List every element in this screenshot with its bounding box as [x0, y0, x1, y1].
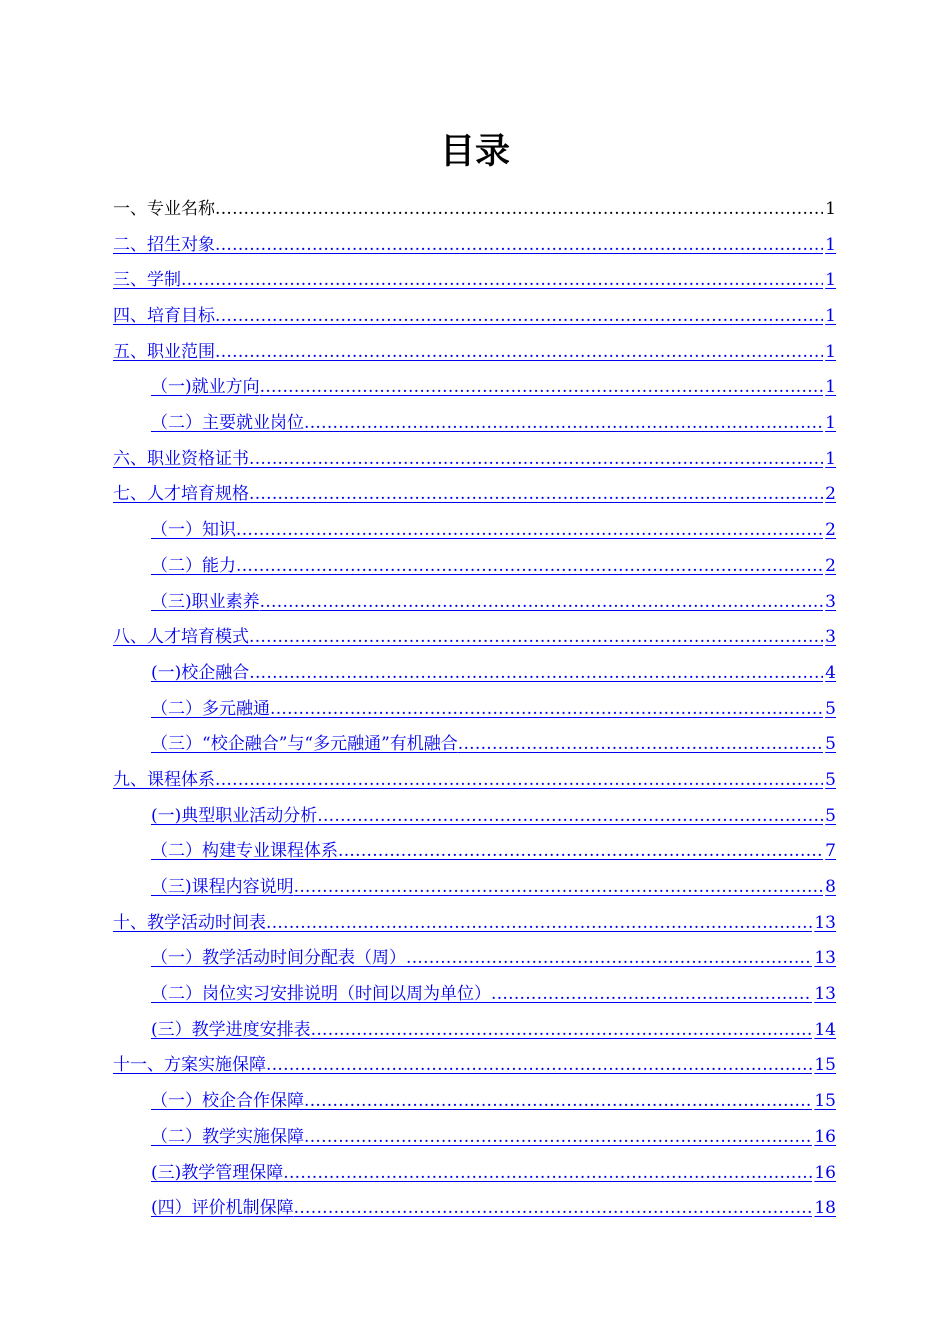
toc-entry-label: (三)教学管理保障: [151, 1162, 284, 1183]
toc-entry-label: (一)校企融合: [151, 662, 250, 683]
toc-entry-3[interactable]: [113, 263, 836, 299]
toc-entry-29[interactable]: [151, 1191, 836, 1227]
toc-entry-6[interactable]: [151, 370, 836, 406]
toc-page-number: 2: [825, 555, 836, 576]
toc-leader-dots: [215, 228, 823, 264]
toc-page-number: 5: [825, 734, 836, 755]
toc-leader-dots: [215, 299, 823, 335]
toc-entry-label: （一)就业方向: [151, 377, 260, 398]
toc-page-number: 2: [825, 484, 836, 505]
toc-page-number: 8: [825, 877, 836, 898]
toc-entry-18[interactable]: [151, 799, 836, 835]
toc-entry-8[interactable]: [113, 442, 836, 478]
toc-page-number: 5: [825, 769, 836, 790]
toc-entry-7[interactable]: [151, 406, 836, 442]
toc-page-number: 16: [814, 1162, 836, 1183]
toc-entry-27[interactable]: [151, 1120, 836, 1156]
toc-page-number: 1: [825, 341, 836, 362]
toc-entry-label: 六、职业资格证书: [113, 448, 249, 469]
toc-page-number: 15: [814, 1055, 836, 1076]
toc-entry-1: [113, 192, 836, 228]
toc-page-number: 1: [825, 377, 836, 398]
toc-entry-label: (四）评价机制保障: [151, 1198, 294, 1219]
toc-entry-28[interactable]: [151, 1156, 836, 1192]
toc-leader-dots: [181, 263, 823, 299]
toc-entry-16[interactable]: [151, 727, 836, 763]
toc-leader-dots: [215, 335, 823, 371]
toc-page-number: 1: [825, 234, 836, 255]
toc-page-number: 13: [814, 912, 836, 933]
toc-leader-dots: [491, 977, 812, 1013]
toc-page-number: 13: [814, 948, 836, 969]
toc-entry-15[interactable]: [151, 692, 836, 728]
toc-page-number: 1: [825, 306, 836, 327]
toc-leader-dots: [249, 656, 823, 692]
toc-entry-22[interactable]: [151, 941, 836, 977]
toc-leader-dots: [406, 941, 812, 977]
toc-entry-10[interactable]: [151, 513, 836, 549]
toc-entry-11[interactable]: [151, 549, 836, 585]
toc-entry-label: （一）校企合作保障: [151, 1091, 304, 1112]
toc-leader-dots: [249, 620, 823, 656]
toc-leader-dots: [215, 763, 823, 799]
toc-entry-24[interactable]: [151, 1013, 836, 1049]
toc-entry-4[interactable]: [113, 299, 836, 335]
toc-entry-label: 三、学制: [113, 270, 181, 291]
toc-entry-label: （三)课程内容说明: [151, 877, 294, 898]
toc-leader-dots: [249, 442, 823, 478]
toc-leader-dots: [266, 1048, 812, 1084]
toc-entry-2[interactable]: [113, 228, 836, 264]
toc-entry-label: （一）教学活动时间分配表（周）: [151, 948, 406, 969]
toc-leader-dots: [304, 406, 823, 442]
toc-leader-dots: [294, 1191, 813, 1227]
toc-leader-dots: [294, 870, 824, 906]
toc-entry-label: 一、专业名称: [113, 198, 215, 219]
toc-leader-dots: [338, 834, 823, 870]
toc-leader-dots: [270, 692, 823, 728]
toc-page-number: 5: [825, 805, 836, 826]
toc-entry-label: 八、人才培育模式: [113, 627, 249, 648]
toc-entry-5[interactable]: [113, 335, 836, 371]
toc-page-number: 13: [814, 984, 836, 1005]
toc-page-number: 18: [814, 1198, 836, 1219]
toc-leader-dots: [260, 585, 824, 621]
toc-leader-dots: [236, 549, 823, 585]
toc-entry-label: （二）构建专业课程体系: [151, 841, 338, 862]
toc-page-number: 1: [825, 270, 836, 291]
toc-page-number: 1: [825, 413, 836, 434]
toc-entry-13[interactable]: [113, 620, 836, 656]
toc-entry-label: 十、教学活动时间表: [113, 912, 266, 933]
toc-leader-dots: [236, 513, 823, 549]
toc-entry-label: (一)典型职业活动分析: [151, 805, 318, 826]
toc-page-number: 1: [825, 448, 836, 469]
toc-page-number: 16: [814, 1126, 836, 1147]
toc-entry-label: 五、职业范围: [113, 341, 215, 362]
toc-entry-label: (三）教学进度安排表: [151, 1019, 311, 1040]
page-title: 目录: [439, 132, 510, 172]
toc-leader-dots: [458, 727, 823, 763]
toc-entry-14[interactable]: [151, 656, 836, 692]
toc-entry-label: （三)职业素养: [151, 591, 260, 612]
toc-leader-dots: [311, 1013, 813, 1049]
toc-leader-dots: [304, 1120, 812, 1156]
toc-entry-label: 四、培育目标: [113, 306, 215, 327]
toc-entry-label: 十一、方案实施保障: [113, 1055, 266, 1076]
toc-entry-12[interactable]: [151, 585, 836, 621]
table-of-contents: [113, 192, 836, 1227]
toc-page-number: 7: [825, 841, 836, 862]
toc-entry-label: 九、课程体系: [113, 769, 215, 790]
toc-leader-dots: [215, 192, 823, 228]
toc-page-number: 2: [825, 520, 836, 541]
toc-entry-label: （二）主要就业岗位: [151, 413, 304, 434]
toc-page-number: 4: [825, 662, 836, 683]
toc-page-number: 1: [825, 198, 836, 219]
toc-entry-label: 七、人才培育规格: [113, 484, 249, 505]
toc-leader-dots: [249, 477, 823, 513]
toc-entry-23[interactable]: [151, 977, 836, 1013]
toc-page-number: 15: [814, 1091, 836, 1112]
toc-entry-9[interactable]: [113, 478, 836, 514]
toc-entry-17[interactable]: [113, 763, 836, 799]
toc-leader-dots: [283, 1156, 812, 1192]
toc-page-number: 5: [825, 698, 836, 719]
toc-entry-label: （二）多元融通: [151, 698, 270, 719]
toc-entry-label: （一）知识: [151, 520, 236, 541]
toc-entry-26[interactable]: [151, 1084, 836, 1120]
toc-entry-20[interactable]: [151, 870, 836, 906]
toc-entry-label: 二、招生对象: [113, 234, 215, 255]
toc-leader-dots: [304, 1084, 812, 1120]
toc-leader-dots: [266, 906, 812, 942]
toc-entry-25[interactable]: [113, 1049, 836, 1085]
toc-page-number: 14: [814, 1019, 836, 1040]
toc-entry-21[interactable]: [113, 906, 836, 942]
toc-page-number: 3: [825, 627, 836, 648]
toc-entry-label: （二）教学实施保障: [151, 1126, 304, 1147]
toc-leader-dots: [260, 370, 824, 406]
toc-entry-label: （三）“校企融合”与“多元融通”有机融合: [151, 734, 458, 755]
toc-entry-label: （二）岗位实习安排说明（时间以周为单位）: [151, 984, 491, 1005]
toc-page-number: 3: [825, 591, 836, 612]
toc-entry-19[interactable]: [151, 834, 836, 870]
toc-leader-dots: [317, 799, 823, 835]
toc-entry-label: （二）能力: [151, 555, 236, 576]
